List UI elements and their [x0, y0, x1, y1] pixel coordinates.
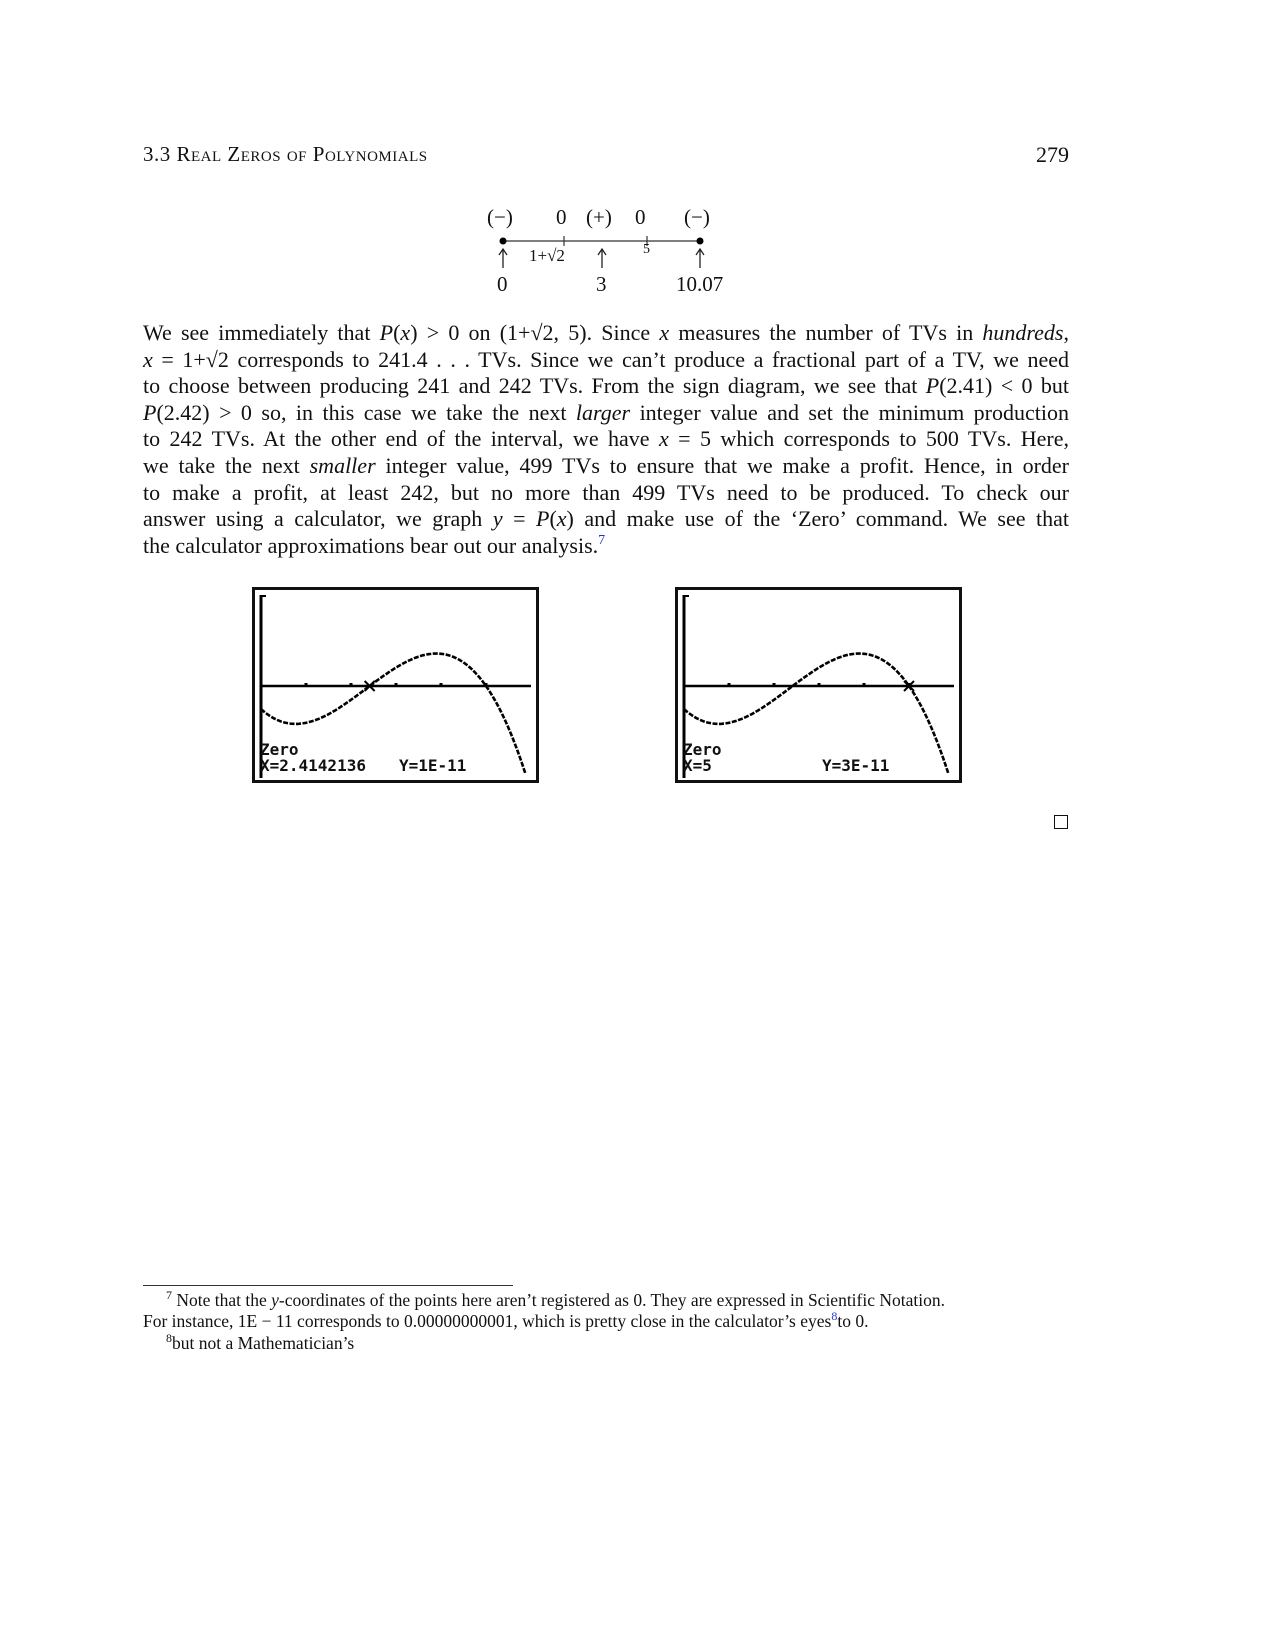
footnote-rule — [143, 1285, 513, 1286]
footnote-mark: 7 — [166, 1288, 172, 1302]
footnote-7-line-1 — [166, 1290, 945, 1311]
calc-x-readout: X=2.4142136 — [260, 756, 366, 775]
text-run: integer value and set the minimum production — [630, 399, 1069, 425]
number-line — [490, 230, 720, 270]
text-run: measures the number of TVs in — [669, 320, 983, 345]
text-run: = 1+√2 corresponds to 241.4 . . . TVs. Since we can’t produce a fractional part of a TV, we need — [152, 346, 1069, 372]
sign-positive: (+) — [586, 205, 612, 229]
text-run: to 242 TVs. At the other end of the interval, we have — [143, 426, 659, 452]
math-italic: x — [556, 506, 567, 532]
text-run: , — [1063, 320, 1069, 345]
body-paragraph — [143, 320, 1069, 559]
arrow-label-zero: 0 — [497, 272, 508, 296]
calc-x-readout: X=5 — [683, 756, 712, 775]
sign-negative: (−) — [487, 205, 513, 229]
math-italic: hundreds — [982, 320, 1064, 345]
calc-y-readout: Y=3E-11 — [822, 756, 890, 775]
math-italic: x — [143, 346, 153, 372]
paragraph-line — [143, 533, 1069, 560]
math-italic: P — [143, 399, 157, 425]
running-head: 3.3 Real Zeros of Polynomials — [143, 142, 428, 166]
text-run: -coordinates of the points here aren’t registered as 0. They are expressed in Scientific Notation. — [278, 1290, 945, 1310]
paragraph-line — [143, 373, 1069, 400]
math-italic: P — [925, 373, 940, 399]
text-run: ( — [393, 320, 401, 345]
text-run: integer value, 499 TVs to ensure that we make a profit. Hence, in order — [375, 452, 1069, 478]
text-run: the calculator approximations bear out our analysis. — [143, 532, 599, 558]
calc-title: Zero — [260, 740, 299, 759]
text-run: we take the next — [143, 452, 310, 478]
calc-title: Zero — [683, 740, 722, 759]
footnote-8 — [166, 1333, 354, 1354]
paragraph-line — [143, 400, 1069, 427]
tick-label-root: 1+√2 — [529, 246, 565, 265]
text-run: to choose between producing 241 and 242 TVs. From the sign diagram, we see that — [143, 373, 926, 399]
arrow-label-three: 3 — [596, 272, 607, 296]
paragraph-line — [143, 426, 1069, 453]
footnote-text: but not a Mathematician’s — [172, 1333, 355, 1353]
footnote-ref[interactable]: 8 — [831, 1309, 838, 1323]
function-curve — [684, 654, 949, 775]
math-italic: larger — [575, 399, 631, 425]
text-run: = 5 which corresponds to 500 TVs. Here, — [668, 426, 1069, 452]
paragraph-line — [143, 480, 1069, 507]
math-italic: smaller — [309, 452, 376, 478]
text-run: ) > 0 on (1+√2, 5). Since — [410, 320, 660, 345]
footnote-text: to 0. — [837, 1311, 869, 1331]
calculator-screen-right — [675, 587, 962, 783]
math-italic: P — [535, 506, 550, 532]
page-number: 279 — [1036, 142, 1069, 167]
sign-zero: 0 — [635, 205, 646, 229]
paragraph-line — [143, 506, 1069, 533]
text-run: to make a profit, at least 242, but no more than 499 TVs need to be produced. To check our — [143, 479, 1069, 505]
text-run: ( — [549, 506, 557, 532]
calculator-screen-left — [252, 587, 539, 783]
text-run: We see immediately that — [143, 320, 380, 345]
footnote-mark: 8 — [166, 1331, 172, 1345]
math-italic: x — [400, 320, 411, 345]
footnote-7-line-2 — [143, 1311, 868, 1332]
text-run: = — [502, 506, 536, 532]
math-italic: x — [659, 320, 670, 345]
paragraph-line — [143, 453, 1069, 480]
math-italic: P — [379, 320, 394, 345]
calc-y-readout: Y=1E-11 — [399, 756, 467, 775]
math-italic: y — [492, 506, 503, 532]
sign-zero: 0 — [556, 205, 567, 229]
footnote-ref[interactable]: 7 — [598, 532, 606, 548]
sign-negative: (−) — [684, 205, 710, 229]
paragraph-line — [143, 320, 1069, 347]
text-run: Note that the — [176, 1290, 272, 1310]
text-run: ) and make use of the ‘Zero’ command. We see that — [566, 506, 1070, 532]
arrow-label-end: 10.07 — [676, 272, 724, 296]
text-run: answer using a calculator, we graph — [143, 506, 493, 532]
math-italic: x — [658, 426, 669, 452]
footnote-text: For instance, 1E − 11 corresponds to 0.00000000001, which is pretty close in the calculator’s eyes — [143, 1311, 832, 1331]
text-run: (2.42) > 0 so, in this case we take the next — [156, 399, 576, 425]
qed-box-icon — [1054, 815, 1068, 829]
tick-label-five: 5 — [643, 242, 650, 257]
text-run: (2.41) < 0 but — [939, 373, 1070, 399]
math-italic: y — [271, 1290, 279, 1310]
paragraph-line — [143, 347, 1069, 374]
